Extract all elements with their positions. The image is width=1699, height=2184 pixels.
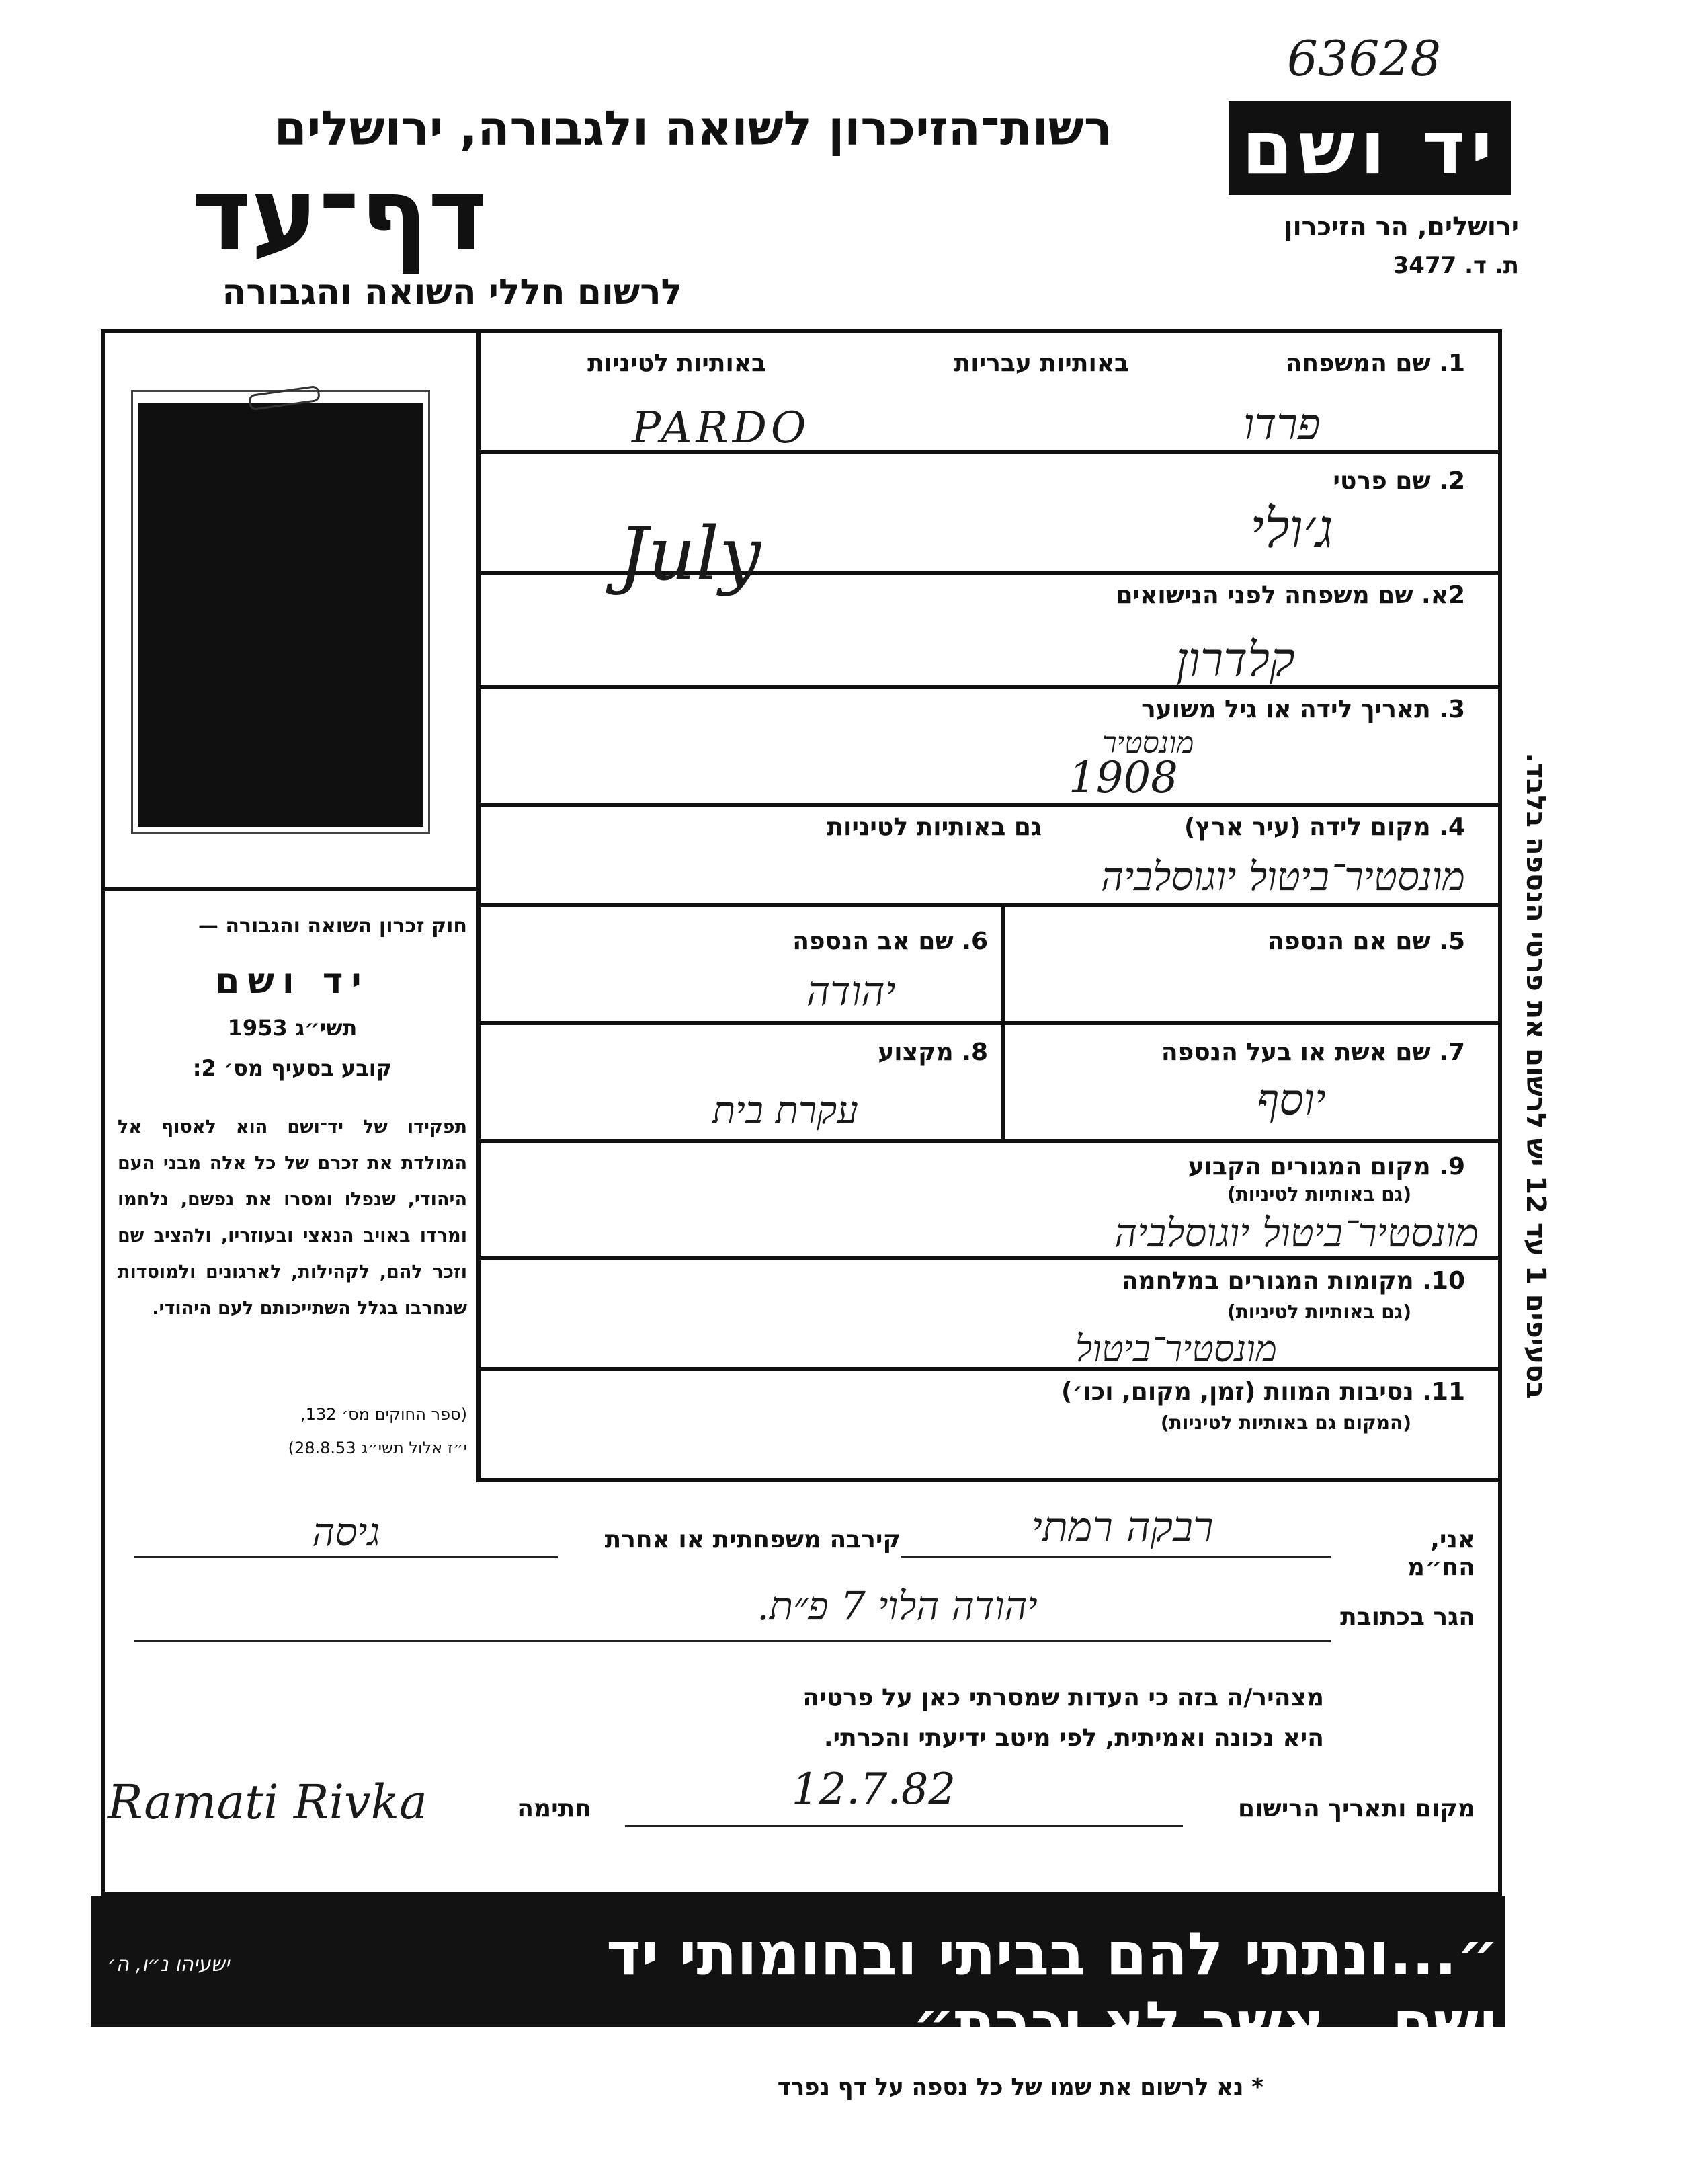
label-birth-place: 4. מקום לידה (עיר ארץ): [1184, 813, 1465, 841]
footnote: * נא לרשום את שמו של כל נספה על דף נפרד: [777, 2074, 1263, 2101]
label-first-name: 2. שם פרטי: [1333, 467, 1465, 495]
line-witness-name: [901, 1556, 1331, 1558]
label-profession: 8. מקצוע: [878, 1039, 988, 1066]
law-divider: [101, 887, 481, 891]
line-address: [134, 1640, 1331, 1642]
photo-redacted: [138, 403, 423, 827]
verse-text: ״...ונתתי להם בביתי ובחומותי יד ושם...אשר לא יכרת״: [606, 1919, 1499, 2058]
line-place-date: [625, 1825, 1183, 1827]
label-address: הגר בכתובת: [1340, 1603, 1475, 1631]
logo-city: ירושלים, הר הזיכרון: [1284, 212, 1519, 241]
value-address[interactable]: יהודה הלוי 7 פ״ת.: [757, 1583, 1038, 1629]
value-maiden-name[interactable]: קלדרון: [1176, 632, 1295, 687]
side-note: [1495, 706, 1576, 1445]
value-first-name-hebrew[interactable]: ג׳ולי: [1250, 497, 1333, 560]
label-surname: 1. שם המשפחה: [1285, 350, 1465, 377]
value-father-name[interactable]: יהודה: [806, 968, 896, 1015]
law-source-1: (ספר החוקים מס׳ 132,: [300, 1405, 467, 1424]
label-latin-letters: באותיות לטיניות: [587, 350, 766, 377]
value-surname-latin[interactable]: PARDO: [632, 403, 811, 453]
value-wartime-residence[interactable]: מונסטיר־ביטול: [1075, 1328, 1277, 1370]
label-relation: קירבה משפחתית או אחרת: [604, 1526, 901, 1553]
law-text: תפקידו של יד־ושם הוא לאסוף אל המולדת את זכרם של כל אלה מבני העם היהודי, שנפלו ומסרו את נפשם, נלחמו ומרדו באויב הנאצי ובעוזריו, ולהציב שם וזכר להם, לקהילות, לארגונים ולמוסדות שנחרבו בגלל השתייכותם לעם היהודי.: [118, 1117, 467, 1319]
value-birth-date[interactable]: 1908: [1069, 753, 1178, 803]
verse-source: ישעיהו נ״ו, ה׳: [108, 1953, 230, 1976]
value-witness-name[interactable]: רבקה רמתי: [1031, 1502, 1214, 1551]
statement-line-1: מצהיר/ה בזה כי העדות שמסרתי כאן על פרטיה: [802, 1684, 1324, 1711]
label-spouse-name: 7. שם אשת או בעל הנספה: [1161, 1039, 1465, 1066]
law-year: תשי״ג 1953: [227, 1015, 358, 1041]
law-source-2: י״ז אלול תשי״ג 28.8.53): [288, 1439, 467, 1457]
label-i-undersigned: אני, הח״מ: [1407, 1526, 1475, 1581]
note-permanent-residence: (גם באותיות לטיניות): [1227, 1183, 1411, 1205]
page-subtitle: לרשום חללי השואה והגבורה: [222, 272, 682, 313]
value-first-name-latin[interactable]: July: [618, 511, 761, 597]
law-name: יד ושם: [215, 961, 370, 1002]
label-mother-name: 5. שם אם הנספה: [1268, 928, 1465, 955]
authority-name: רשות־הזיכרון לשואה ולגבורה, ירושלים: [274, 101, 1112, 156]
label-father-name: 6. שם אב הנספה: [792, 928, 988, 955]
value-relation[interactable]: גיסה: [312, 1509, 380, 1555]
page-title: דף־עד: [192, 157, 487, 274]
label-place-date: מקום ותאריך הרישום: [1237, 1795, 1475, 1822]
note-wartime-residence: (גם באותיות לטיניות): [1227, 1301, 1411, 1323]
statement-line-2: היא נכונה ואמיתית, לפי מיטב ידיעתי והכרתי.: [823, 1724, 1324, 1752]
label-birth-date: 3. תאריך לידה או גיל משוער: [1141, 696, 1465, 723]
side-note-text: בסעיפים 1 עד 12 יש לרשום את פרטי הנספה בלבד.: [1520, 752, 1551, 1399]
label-signature: חתימה: [517, 1795, 591, 1822]
label-death-circumstances: 11. נסיבות המוות (זמן, מקום, וכו׳): [1061, 1378, 1465, 1406]
label-maiden-name: 2א. שם משפחה לפני הנישואים: [1116, 581, 1465, 609]
value-signature[interactable]: Ramati Rivka: [108, 1775, 427, 1830]
form-number: 63628: [1287, 30, 1442, 87]
row-parents: [481, 907, 1502, 1025]
label-wartime-residence: 10. מקומות המגורים במלחמה: [1121, 1267, 1465, 1295]
line-relation: [134, 1556, 558, 1558]
label-permanent-residence: 9. מקום המגורים הקבוע: [1188, 1153, 1465, 1180]
value-birth-place[interactable]: מונסטיר־ביטול יוגוסלביה: [1101, 854, 1465, 899]
value-place-date[interactable]: 12.7.82: [791, 1765, 956, 1814]
law-heading: חוק זכרון השואה והגבורה —: [198, 914, 467, 938]
value-permanent-residence[interactable]: מונסטיר־ביטול יוגוסלביה: [1114, 1210, 1479, 1256]
logo-pobox: ת. ד. 3477: [1393, 252, 1519, 279]
value-surname-hebrew[interactable]: פרדו: [1243, 400, 1321, 450]
note-death-circumstances: (המקום גם באותיות לטיניות): [1160, 1412, 1411, 1434]
label-hebrew-letters: באותיות עבריות: [954, 350, 1129, 377]
value-profession[interactable]: עקרת בית: [712, 1089, 858, 1133]
label-birth-place-latin: גם באותיות לטיניות: [827, 813, 1042, 841]
law-clause: קובע בסעיף מס׳ 2:: [192, 1055, 392, 1081]
value-birth-place-note[interactable]: מונסטיר: [1102, 726, 1194, 760]
yad-vashem-logo: יד ושם: [1229, 101, 1511, 195]
value-spouse-name[interactable]: יוסף: [1257, 1076, 1326, 1125]
